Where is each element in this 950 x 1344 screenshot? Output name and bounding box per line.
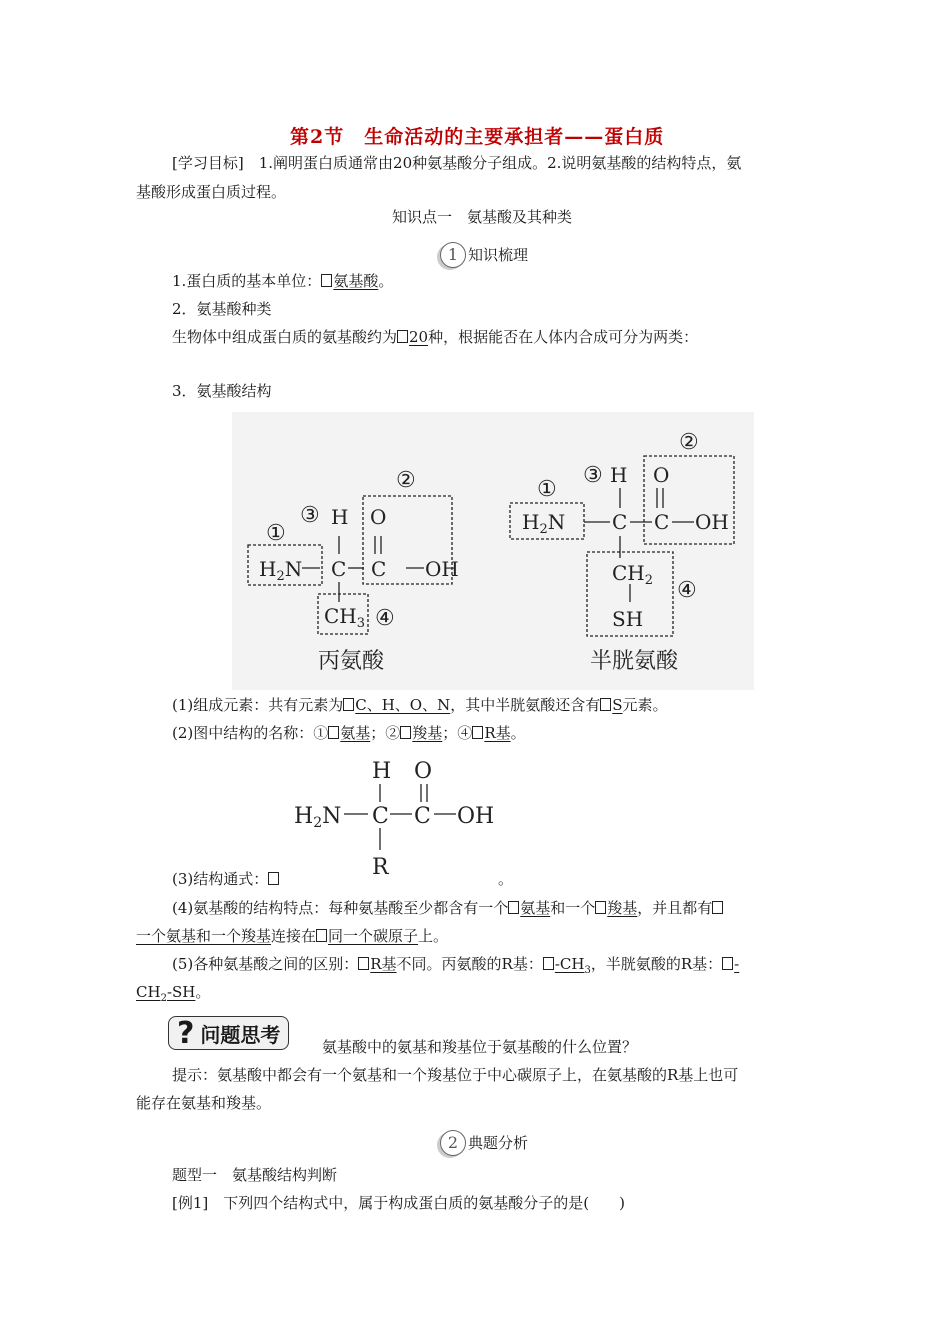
question-1: (1)组成元素：共有元素为 C、H、O、N，其中半胱氨酸还含有 S元素。 bbox=[172, 696, 668, 714]
answer-box-icon bbox=[472, 726, 483, 739]
objectives-line-2: 基酸形成蛋白质过程。 bbox=[136, 183, 287, 201]
think-hint-line-2: 能存在氨基和羧基。 bbox=[136, 1094, 272, 1112]
alanine-name: 丙氨酸 bbox=[318, 649, 385, 674]
question-3: (3)结构通式： bbox=[172, 868, 280, 890]
label-1: ① bbox=[537, 477, 557, 502]
svg-text:C: C bbox=[414, 804, 431, 829]
subheading-knowledge: 1 知识梳理 bbox=[440, 242, 528, 268]
svg-text:H: H bbox=[610, 463, 628, 487]
question-mark-icon: ? bbox=[177, 1015, 195, 1051]
number-circle-icon: 2 bbox=[440, 1130, 466, 1156]
answer-box-icon bbox=[600, 698, 611, 711]
svg-text:O: O bbox=[653, 463, 670, 487]
label-2: ② bbox=[679, 430, 699, 455]
type-1-heading: 题型一 氨基酸结构判断 bbox=[172, 1166, 338, 1184]
page-title: 第2节 生命活动的主要承担者——蛋白质 bbox=[290, 126, 665, 148]
answer-box-icon bbox=[595, 901, 606, 914]
answer: 20 bbox=[409, 328, 429, 346]
general-formula bbox=[292, 752, 512, 880]
answer-box-icon bbox=[400, 726, 411, 739]
answer-box-icon bbox=[722, 957, 733, 970]
svg-text:C: C bbox=[331, 557, 347, 581]
answer-box-icon bbox=[343, 698, 354, 711]
number-circle-icon: 1 bbox=[440, 242, 466, 268]
svg-text:C: C bbox=[371, 557, 387, 581]
item-2-text: 生物体中组成蛋白质的氨基酸约为 20种，根据能否在人体内合成可分为两类： bbox=[172, 328, 699, 346]
think-question: 氨基酸中的氨基和羧基位于氨基酸的什么位置？ bbox=[322, 1038, 638, 1056]
amino-acid-figure bbox=[232, 412, 754, 690]
svg-text:O: O bbox=[414, 759, 433, 784]
item-3-heading: 3．氨基酸结构 bbox=[172, 382, 272, 400]
label-3: ③ bbox=[300, 503, 320, 528]
question-2: (2)图中结构的名称：① 氨基；② 羧基；④ R基。 bbox=[172, 724, 526, 742]
example-1: [例1] 下列四个结构式中，属于构成蛋白质的氨基酸分子的是( ) bbox=[172, 1194, 625, 1212]
svg-text:H: H bbox=[372, 759, 392, 784]
svg-text:H2N: $H_2N$ bbox=[259, 557, 303, 584]
subheading-analysis: 2 典题分析 bbox=[440, 1130, 528, 1156]
answer-box-icon bbox=[328, 726, 339, 739]
answer-box-icon bbox=[508, 901, 519, 914]
label-1: ① bbox=[266, 521, 286, 546]
label-3: ③ bbox=[583, 463, 603, 488]
answer-box-icon bbox=[712, 901, 723, 914]
item-1: 1.蛋白质的基本单位： 氨基酸。 bbox=[172, 272, 394, 290]
svg-text:H2N: $H_2N$ bbox=[522, 510, 566, 537]
objectives-label: [学习目标] bbox=[172, 154, 244, 172]
label-2: ② bbox=[396, 468, 416, 493]
svg-text:OH: OH bbox=[457, 804, 495, 829]
svg-text:CH3: $CH_3$ bbox=[324, 604, 366, 631]
cysteine-name: 半胱氨酸 bbox=[590, 649, 679, 674]
answer-box-icon bbox=[358, 957, 369, 970]
svg-text:H2N: H2N bbox=[294, 804, 342, 831]
think-badge bbox=[168, 1016, 289, 1050]
answer-box-icon bbox=[543, 957, 554, 970]
label-4: ④ bbox=[677, 578, 697, 603]
think-hint-line-1: 提示：氨基酸中都会有一个氨基和一个羧基位于中心碳原子上，在氨基酸的R基上也可 bbox=[172, 1066, 739, 1084]
objectives-line-1: [学习目标] 1.阐明蛋白质通常由20种氨基酸分子组成。2.说明氨基酸的结构特点，氨 bbox=[172, 154, 742, 172]
section-heading: 知识点一 氨基酸及其种类 bbox=[392, 208, 573, 226]
svg-text:O: O bbox=[370, 505, 387, 529]
svg-text:OH: OH bbox=[695, 510, 729, 534]
think-label: 问题思考 bbox=[200, 1022, 281, 1047]
svg-text:C: C bbox=[654, 510, 670, 534]
answer-box-icon bbox=[268, 872, 279, 885]
question-4-line-2: 一个氨基和一个羧基连接在 同一个碳原子上。 bbox=[136, 927, 449, 945]
answer-box-icon bbox=[321, 274, 332, 287]
answer: 氨基酸 bbox=[333, 272, 379, 290]
answer-box-icon bbox=[397, 330, 408, 343]
svg-text:CH2: $CH_2$ bbox=[612, 561, 654, 588]
svg-text:R: R bbox=[372, 855, 389, 880]
question-5-line-1: (5)各种氨基酸之间的区别： R基不同。丙氨酸的R基： $-CH_3$，半胱氨酸的R基： - bbox=[172, 955, 740, 976]
question-3-end: 。 bbox=[498, 870, 514, 888]
item-2-heading: 2．氨基酸种类 bbox=[172, 300, 272, 318]
svg-text:OH: OH bbox=[425, 557, 459, 581]
question-4-line-1: (4)氨基酸的结构特点：每种氨基酸至少都含有一个 氨基和一个 羧基，并且都有 bbox=[172, 897, 724, 919]
label-4: ④ bbox=[375, 606, 395, 631]
svg-text:H: H bbox=[331, 505, 349, 529]
svg-text:SH: SH bbox=[612, 607, 644, 631]
question-5-line-2: $CH_2-SH$。 bbox=[136, 983, 211, 1004]
svg-text:C: C bbox=[372, 804, 389, 829]
svg-text:C: C bbox=[612, 510, 628, 534]
answer-box-icon bbox=[316, 929, 327, 942]
